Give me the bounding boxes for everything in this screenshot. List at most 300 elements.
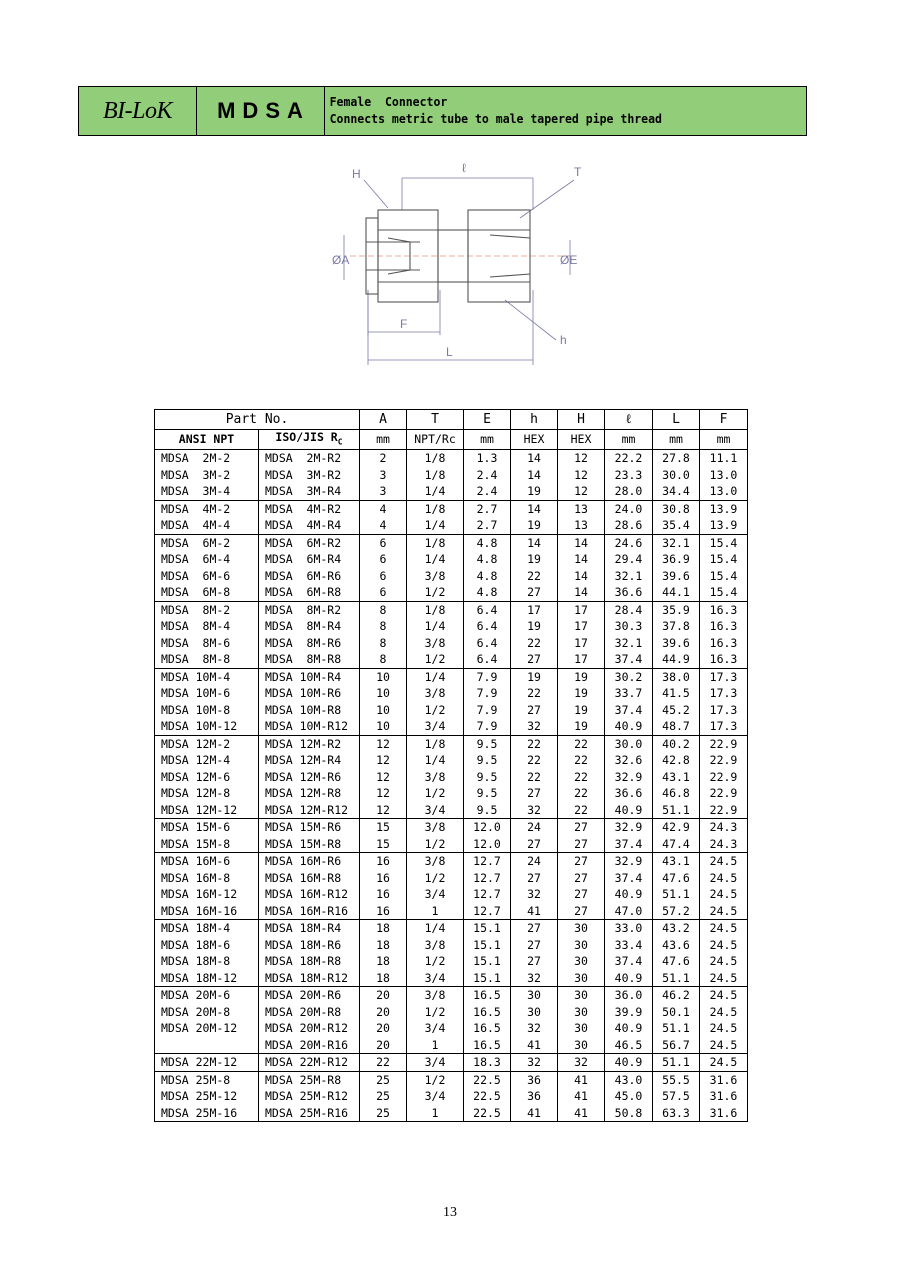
table-cell: 9.5	[464, 785, 511, 802]
table-cell: 10	[360, 685, 407, 702]
table-cell: 1/4	[407, 517, 464, 534]
table-cell: MDSA 10M-12	[155, 718, 259, 735]
table-cell: 32.1	[605, 635, 653, 652]
table-cell: 17.3	[700, 718, 748, 735]
table-row	[155, 568, 748, 585]
table-cell: 32	[511, 718, 558, 735]
table-cell: 24.0	[605, 500, 653, 517]
table-row	[155, 1088, 748, 1105]
label-T: T	[574, 165, 582, 179]
table-cell: 22	[511, 769, 558, 786]
table-cell: 28.0	[605, 483, 653, 500]
table-cell: MDSA 10M-R4	[259, 668, 360, 685]
table-cell: 1/2	[407, 702, 464, 719]
label-E: ØE	[560, 253, 578, 267]
unit-T: NPT/Rc	[407, 430, 464, 450]
table-cell: 16.5	[464, 1004, 511, 1021]
table-cell: 50.1	[653, 1004, 700, 1021]
table-cell: 14	[511, 534, 558, 551]
table-cell: 2.4	[464, 467, 511, 484]
table-cell: 14	[511, 450, 558, 467]
table-cell: 1	[407, 1037, 464, 1054]
table-cell: 15.4	[700, 568, 748, 585]
table-cell: 30	[558, 953, 605, 970]
table-cell: 30.8	[653, 500, 700, 517]
table-cell: MDSA 12M-2	[155, 735, 259, 752]
label-H: H	[352, 167, 361, 181]
table-cell: 20	[360, 1020, 407, 1037]
table-cell: 40.9	[605, 970, 653, 987]
table-cell: 16	[360, 853, 407, 870]
table-cell: 18	[360, 937, 407, 954]
table-cell: 12.0	[464, 836, 511, 853]
table-cell: 3/8	[407, 769, 464, 786]
table-cell: MDSA 20M-R16	[259, 1037, 360, 1054]
table-cell: 43.1	[653, 769, 700, 786]
table-cell: 20	[360, 987, 407, 1004]
table-cell: 32	[511, 886, 558, 903]
table-cell: 1/4	[407, 752, 464, 769]
table-cell: MDSA 8M-R6	[259, 635, 360, 652]
table-cell: 2	[360, 450, 407, 467]
table-cell	[155, 1037, 259, 1054]
table-cell: MDSA 16M-R12	[259, 886, 360, 903]
table-cell: 34.4	[653, 483, 700, 500]
table-cell: 17	[558, 635, 605, 652]
table-cell: 38.0	[653, 668, 700, 685]
table-cell: 22	[558, 735, 605, 752]
table-cell: 27	[511, 785, 558, 802]
table-cell: MDSA 12M-R4	[259, 752, 360, 769]
table-row	[155, 769, 748, 786]
table-cell: 1/2	[407, 785, 464, 802]
col-header-T: T	[407, 410, 464, 430]
table-cell: 10	[360, 702, 407, 719]
table-row	[155, 534, 748, 551]
table-cell: 17	[558, 618, 605, 635]
table-cell: 24.5	[700, 953, 748, 970]
table-cell: 44.1	[653, 584, 700, 601]
table-cell: MDSA 10M-6	[155, 685, 259, 702]
table-cell: 27	[511, 953, 558, 970]
table-cell: 19	[558, 718, 605, 735]
table-cell: 32.1	[605, 568, 653, 585]
table-cell: MDSA 15M-R8	[259, 836, 360, 853]
table-cell: 37.8	[653, 618, 700, 635]
table-cell: 22	[511, 735, 558, 752]
table-cell: 24	[511, 853, 558, 870]
table-cell: MDSA 20M-8	[155, 1004, 259, 1021]
table-cell: MDSA 8M-R8	[259, 651, 360, 668]
table-cell: 3/8	[407, 685, 464, 702]
table-cell: 30	[558, 937, 605, 954]
table-row	[155, 1105, 748, 1122]
table-cell: MDSA 22M-12	[155, 1054, 259, 1072]
table-cell: 3/8	[407, 987, 464, 1004]
table-cell: 32.9	[605, 853, 653, 870]
table-cell: 14	[511, 467, 558, 484]
table-cell: 2.7	[464, 500, 511, 517]
table-cell: 3/8	[407, 937, 464, 954]
table-cell: 40.9	[605, 1054, 653, 1072]
table-cell: 29.4	[605, 551, 653, 568]
table-cell: 1	[407, 903, 464, 920]
table-cell: 3/4	[407, 1088, 464, 1105]
table-cell: 43.6	[653, 937, 700, 954]
table-row	[155, 1020, 748, 1037]
table-row	[155, 685, 748, 702]
spec-table	[154, 409, 748, 1122]
table-cell: 15.1	[464, 920, 511, 937]
table-cell: 24.5	[700, 1054, 748, 1072]
table-cell: MDSA 10M-R12	[259, 718, 360, 735]
table-cell: 22.5	[464, 1088, 511, 1105]
table-cell: 46.2	[653, 987, 700, 1004]
table-cell: 30	[511, 1004, 558, 1021]
table-cell: 47.0	[605, 903, 653, 920]
table-cell: 2.7	[464, 517, 511, 534]
table-cell: MDSA 12M-R8	[259, 785, 360, 802]
table-cell: 30.2	[605, 668, 653, 685]
table-cell: 30	[558, 920, 605, 937]
table-cell: MDSA 4M-R4	[259, 517, 360, 534]
table-cell: 15	[360, 836, 407, 853]
table-cell: MDSA 4M-R2	[259, 500, 360, 517]
table-cell: MDSA 12M-R6	[259, 769, 360, 786]
table-cell: MDSA 25M-R8	[259, 1071, 360, 1088]
table-cell: MDSA 3M-2	[155, 467, 259, 484]
table-cell: 19	[511, 483, 558, 500]
table-cell: MDSA 16M-8	[155, 870, 259, 887]
table-cell: 22	[558, 785, 605, 802]
table-cell: 19	[511, 618, 558, 635]
table-row	[155, 970, 748, 987]
table-cell: 42.9	[653, 819, 700, 836]
table-cell: 1/4	[407, 618, 464, 635]
table-cell: 48.7	[653, 718, 700, 735]
table-cell: 13	[558, 517, 605, 534]
table-cell: 32	[511, 802, 558, 819]
fitting-drawing	[330, 160, 590, 370]
table-row	[155, 752, 748, 769]
table-cell: 28.6	[605, 517, 653, 534]
table-cell: 24.6	[605, 534, 653, 551]
label-F: F	[400, 317, 408, 331]
table-cell: 6	[360, 584, 407, 601]
table-cell: 9.5	[464, 769, 511, 786]
table-cell: 32.9	[605, 819, 653, 836]
table-cell: 27.8	[653, 450, 700, 467]
table-cell: 50.8	[605, 1105, 653, 1122]
table-cell: MDSA 18M-R8	[259, 953, 360, 970]
header-banner	[78, 86, 807, 136]
table-cell: 27	[511, 584, 558, 601]
table-cell: 18	[360, 953, 407, 970]
table-cell: 40.9	[605, 1020, 653, 1037]
table-cell: 30	[511, 987, 558, 1004]
table-cell: 33.7	[605, 685, 653, 702]
table-cell: 27	[558, 819, 605, 836]
table-cell: 12	[360, 802, 407, 819]
table-cell: 3/4	[407, 1020, 464, 1037]
table-cell: MDSA 20M-12	[155, 1020, 259, 1037]
table-cell: 12.7	[464, 886, 511, 903]
table-cell: 1/2	[407, 584, 464, 601]
table-cell: 13	[558, 500, 605, 517]
table-cell: 12	[558, 450, 605, 467]
table-cell: 12.7	[464, 870, 511, 887]
table-cell: 1/8	[407, 534, 464, 551]
table-cell: 11.1	[700, 450, 748, 467]
table-cell: 15	[360, 819, 407, 836]
table-cell: MDSA 25M-R12	[259, 1088, 360, 1105]
table-cell: MDSA 22M-R12	[259, 1054, 360, 1072]
table-cell: MDSA 8M-R4	[259, 618, 360, 635]
table-row	[155, 450, 748, 467]
table-cell: 1/8	[407, 467, 464, 484]
table-cell: 22.5	[464, 1071, 511, 1088]
table-cell: 46.5	[605, 1037, 653, 1054]
table-cell: 1/2	[407, 836, 464, 853]
table-row	[155, 1054, 748, 1072]
table-cell: MDSA 8M-4	[155, 618, 259, 635]
table-cell: 22.2	[605, 450, 653, 467]
table-cell: 45.0	[605, 1088, 653, 1105]
table-cell: 25	[360, 1088, 407, 1105]
table-cell: 7.9	[464, 702, 511, 719]
table-cell: 4.8	[464, 534, 511, 551]
table-cell: 19	[511, 551, 558, 568]
table-cell: MDSA 20M-R6	[259, 987, 360, 1004]
unit-H: HEX	[558, 430, 605, 450]
table-cell: 15.1	[464, 937, 511, 954]
table-cell: MDSA 16M-R8	[259, 870, 360, 887]
table-cell: MDSA 18M-R4	[259, 920, 360, 937]
table-cell: 7.9	[464, 718, 511, 735]
unit-E: mm	[464, 430, 511, 450]
table-cell: 27	[558, 870, 605, 887]
table-cell: 3/8	[407, 853, 464, 870]
table-cell: 47.6	[653, 953, 700, 970]
table-cell: 30.0	[605, 735, 653, 752]
table-cell: 3/8	[407, 635, 464, 652]
table-cell: 12	[360, 769, 407, 786]
table-cell: 27	[511, 836, 558, 853]
table-cell: 43.0	[605, 1071, 653, 1088]
table-cell: 27	[558, 853, 605, 870]
table-cell: 36.0	[605, 987, 653, 1004]
table-cell: 24.5	[700, 920, 748, 937]
table-cell: 6.4	[464, 601, 511, 618]
table-cell: 63.3	[653, 1105, 700, 1122]
table-cell: 15.4	[700, 584, 748, 601]
table-cell: MDSA 10M-R8	[259, 702, 360, 719]
table-cell: 24.3	[700, 819, 748, 836]
table-cell: 1/4	[407, 668, 464, 685]
table-cell: 8	[360, 635, 407, 652]
table-cell: 19	[558, 685, 605, 702]
table-cell: 8	[360, 651, 407, 668]
table-cell: 47.6	[653, 870, 700, 887]
table-cell: 35.4	[653, 517, 700, 534]
table-cell: 37.4	[605, 651, 653, 668]
table-cell: 24.5	[700, 1037, 748, 1054]
table-cell: 22	[558, 802, 605, 819]
table-cell: 25	[360, 1105, 407, 1122]
table-cell: MDSA 12M-R2	[259, 735, 360, 752]
table-row	[155, 903, 748, 920]
table-cell: MDSA 6M-2	[155, 534, 259, 551]
table-cell: 33.4	[605, 937, 653, 954]
table-cell: 3/4	[407, 886, 464, 903]
table-cell: 9.5	[464, 752, 511, 769]
table-cell: 15.1	[464, 970, 511, 987]
table-cell: 41	[511, 1105, 558, 1122]
table-cell: 1/2	[407, 1071, 464, 1088]
table-cell: 17.3	[700, 668, 748, 685]
table-cell: 28.4	[605, 601, 653, 618]
col-header-A: A	[360, 410, 407, 430]
table-cell: 12	[558, 467, 605, 484]
col-header-h: h	[511, 410, 558, 430]
table-cell: 22.9	[700, 752, 748, 769]
table-cell: 22.5	[464, 1105, 511, 1122]
table-cell: 33.0	[605, 920, 653, 937]
table-cell: 1/8	[407, 735, 464, 752]
table-row	[155, 702, 748, 719]
table-cell: 14	[511, 500, 558, 517]
table-row	[155, 467, 748, 484]
table-cell: 14	[558, 534, 605, 551]
table-cell: MDSA 25M-R16	[259, 1105, 360, 1122]
unit-L: mm	[653, 430, 700, 450]
table-cell: 17.3	[700, 702, 748, 719]
table-cell: MDSA 3M-4	[155, 483, 259, 500]
table-cell: 4.8	[464, 568, 511, 585]
table-cell: 27	[511, 937, 558, 954]
table-cell: MDSA 18M-8	[155, 953, 259, 970]
table-cell: 36.6	[605, 584, 653, 601]
table-row	[155, 735, 748, 752]
table-cell: 17.3	[700, 685, 748, 702]
table-cell: 36	[511, 1088, 558, 1105]
table-cell: 46.8	[653, 785, 700, 802]
table-cell: 22.9	[700, 735, 748, 752]
table-cell: MDSA 20M-6	[155, 987, 259, 1004]
table-cell: 55.5	[653, 1071, 700, 1088]
table-cell: 37.4	[605, 953, 653, 970]
table-cell: 41	[511, 1037, 558, 1054]
table-cell: 30	[558, 1037, 605, 1054]
table-cell: 4	[360, 517, 407, 534]
table-cell: 18	[360, 920, 407, 937]
table-cell: 14	[558, 551, 605, 568]
table-cell: 24.5	[700, 870, 748, 887]
table-row	[155, 718, 748, 735]
col-header-l: ℓ	[605, 410, 653, 430]
table-cell: 31.6	[700, 1088, 748, 1105]
table-cell: MDSA 25M-16	[155, 1105, 259, 1122]
table-cell: 14	[558, 568, 605, 585]
table-cell: 24.5	[700, 1020, 748, 1037]
table-cell: 32	[558, 1054, 605, 1072]
table-cell: 12.0	[464, 819, 511, 836]
table-cell: 22	[558, 769, 605, 786]
table-cell: MDSA 20M-R12	[259, 1020, 360, 1037]
table-cell: 13.0	[700, 467, 748, 484]
table-cell: 7.9	[464, 685, 511, 702]
table-cell: MDSA 15M-8	[155, 836, 259, 853]
unit-h: HEX	[511, 430, 558, 450]
table-cell: 37.4	[605, 836, 653, 853]
table-cell: 40.2	[653, 735, 700, 752]
table-cell: 24.5	[700, 903, 748, 920]
table-cell: 12	[558, 483, 605, 500]
table-cell: 30.3	[605, 618, 653, 635]
table-cell: 24	[511, 819, 558, 836]
table-cell: 42.8	[653, 752, 700, 769]
table-cell: MDSA 3M-R2	[259, 467, 360, 484]
table-row	[155, 785, 748, 802]
table-cell: 8	[360, 618, 407, 635]
table-cell: 22	[511, 635, 558, 652]
table-cell: MDSA 18M-6	[155, 937, 259, 954]
table-cell: 24.5	[700, 853, 748, 870]
unit-A: mm	[360, 430, 407, 450]
table-cell: MDSA 12M-6	[155, 769, 259, 786]
table-cell: MDSA 6M-8	[155, 584, 259, 601]
table-cell: 41	[558, 1071, 605, 1088]
product-subtitle: Connects metric tube to male tapered pipe thread	[329, 111, 662, 126]
table-cell: 12.7	[464, 853, 511, 870]
table-cell: 16	[360, 886, 407, 903]
table-cell: 1/8	[407, 500, 464, 517]
table-cell: 16.3	[700, 601, 748, 618]
table-cell: 17	[558, 651, 605, 668]
label-L: L	[446, 345, 453, 359]
table-cell: 19	[511, 668, 558, 685]
table-cell: MDSA 2M-R2	[259, 450, 360, 467]
table-cell: MDSA 16M-12	[155, 886, 259, 903]
col-header-ansi: ANSI NPT	[155, 430, 259, 450]
table-cell: 15.1	[464, 953, 511, 970]
table-row	[155, 500, 748, 517]
table-cell: MDSA 25M-12	[155, 1088, 259, 1105]
table-row	[155, 668, 748, 685]
table-cell: MDSA 6M-R4	[259, 551, 360, 568]
table-cell: 14	[558, 584, 605, 601]
label-h: h	[560, 333, 567, 347]
table-cell: 6.4	[464, 618, 511, 635]
table-cell: MDSA 4M-4	[155, 517, 259, 534]
table-cell: 32.9	[605, 769, 653, 786]
table-cell: 12	[360, 785, 407, 802]
table-cell: MDSA 12M-12	[155, 802, 259, 819]
table-cell: 16	[360, 903, 407, 920]
table-cell: 1/2	[407, 953, 464, 970]
table-cell: MDSA 16M-6	[155, 853, 259, 870]
table-cell: MDSA 3M-R4	[259, 483, 360, 500]
unit-l: mm	[605, 430, 653, 450]
table-cell: MDSA 8M-6	[155, 635, 259, 652]
table-cell: 19	[558, 668, 605, 685]
table-cell: 16.5	[464, 1037, 511, 1054]
table-cell: 24.5	[700, 886, 748, 903]
table-cell: 43.2	[653, 920, 700, 937]
table-cell: 6.4	[464, 635, 511, 652]
table-row	[155, 870, 748, 887]
table-cell: 3/8	[407, 568, 464, 585]
